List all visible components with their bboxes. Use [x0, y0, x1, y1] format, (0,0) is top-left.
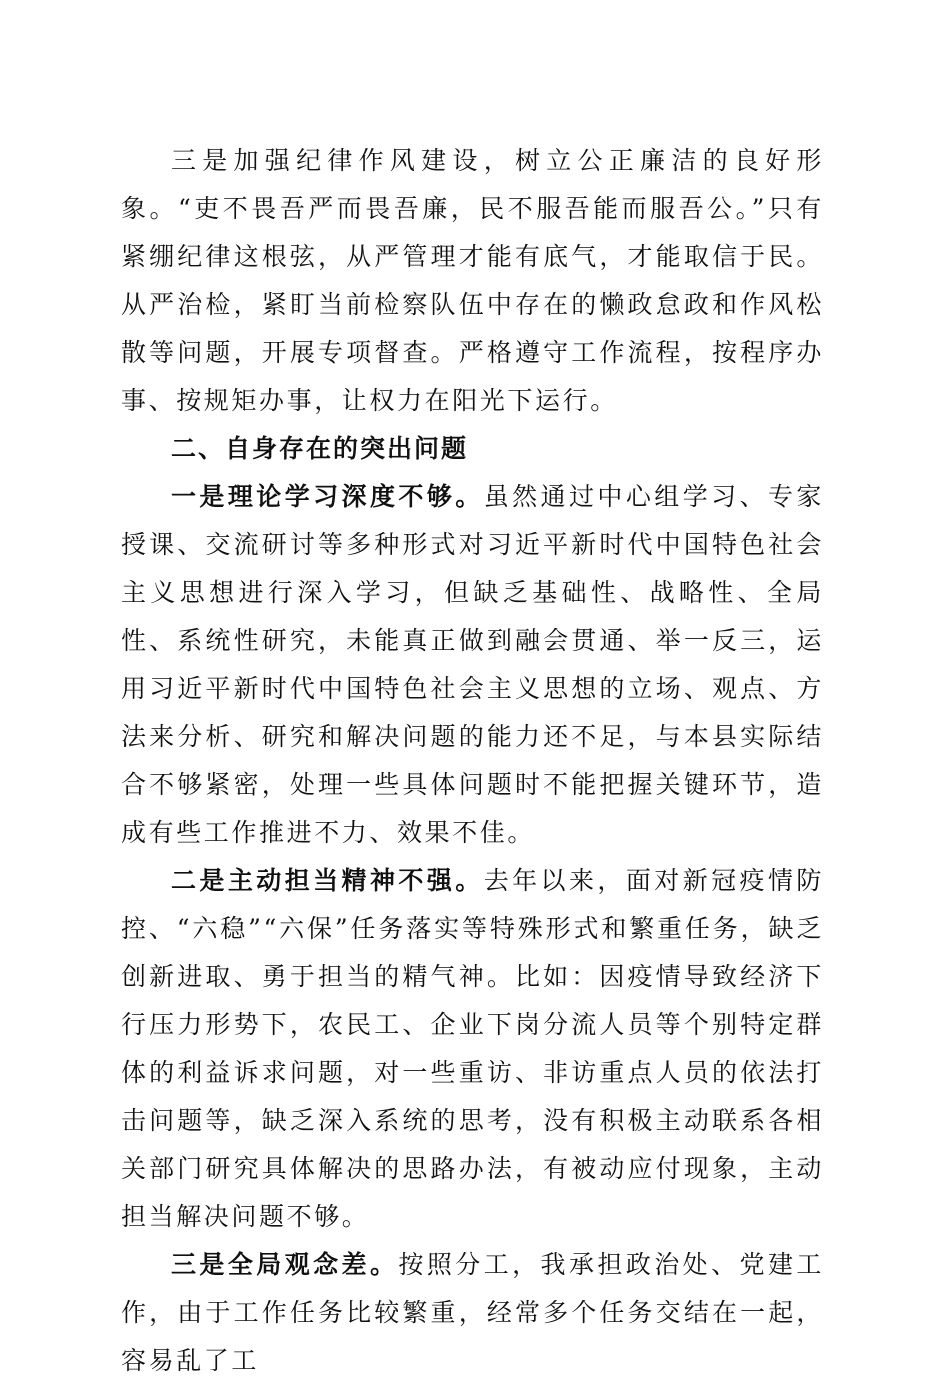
paragraph-initiative — [121, 857, 824, 1241]
paragraph-lead: 三是全局观念差。 — [171, 1250, 399, 1279]
paragraph-text: 按照分工，我承担政治处、党建工作，由于工作任务比较繁重，经常多个任务交结在一起，容易乱了工 — [121, 1250, 824, 1375]
document-body — [121, 137, 824, 1385]
paragraph-overall-view — [121, 1241, 824, 1385]
paragraph-discipline — [121, 137, 824, 425]
section-heading: 二、自身存在的突出问题 — [171, 434, 469, 463]
paragraph-text: 去年以来，面对新冠疫情防控、“六稳”“六保”任务落实等特殊形式和繁重任务，缺乏创新进取、勇于担当的精气神。比如：因疫情导致经济下行压力形势下，农民工、企业下岗分流人员等个别特定群体的利益诉求问题，对一些重访、非访重点人员的依法打击问题等，缺乏深入系统的思考，没有积极主动联系各相关部门研究具体解决的思路办法，有被动应付现象，主动担当解决问题不够。 — [121, 866, 824, 1231]
paragraph-lead: 三是加强纪律作风建设，树立公正廉洁的良好形象。 — [121, 146, 824, 223]
paragraph-text: 虽然通过中心组学习、专家授课、交流研讨等多种形式对习近平新时代中国特色社会主义思想进行深入学习，但缺乏基础性、战略性、全局性、系统性研究，未能真正做到融会贯通、举一反三，运用习近平新时代中国特色社会主义思想的立场、观点、方法来分析、研究和解决问题的能力还不足，与本县实际结合不够紧密，处理一些具体问题时不能把握关键环节，造成有些工作推进不力、效果不佳。 — [121, 482, 824, 847]
paragraph-lead: 一是理论学习深度不够。 — [171, 482, 484, 511]
paragraph-text: “吏不畏吾严而畏吾廉，民不服吾能而服吾公。”只有紧绷纪律这根弦，从严管理才能有底气，才能取信于民。从严治检，紧盯当前检察队伍中存在的懒政怠政和作风松散等问题，开展专项督查。严格遵守工作流程，按程序办事、按规矩办事，让权力在阳光下运行。 — [121, 194, 825, 415]
paragraph-theory-study — [121, 473, 824, 857]
paragraph-lead: 二是主动担当精神不强。 — [171, 866, 484, 895]
